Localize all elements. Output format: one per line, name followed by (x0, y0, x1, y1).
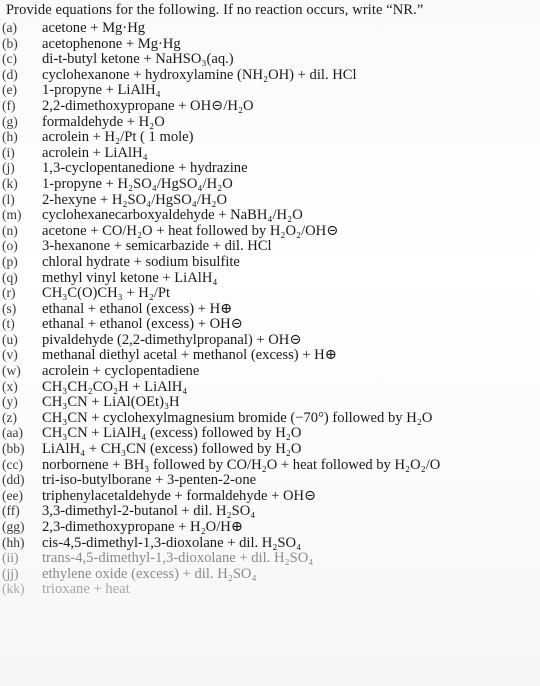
problem-label: (m) (2, 207, 22, 223)
problem-label: (h) (2, 129, 18, 145)
problem-label: (hh) (2, 534, 25, 550)
problem-label: (ee) (2, 487, 23, 503)
problem-item (2, 379, 540, 395)
problem-label: (ii) (2, 550, 19, 566)
problem-label: (l) (2, 191, 15, 207)
problem-text: trioxane + heat (42, 581, 130, 598)
problem-item (2, 176, 540, 192)
problem-text: chloral hydrate + sodium bisulfite (42, 253, 240, 270)
problem-label: (z) (2, 409, 17, 425)
problem-text: trans-4,5-dimethyl-1,3-dioxolane + dil. H₂SO₄ (42, 550, 314, 567)
problem-text: 3,3-dimethyl-2-butanol + dil. H₂SO₄ (42, 503, 256, 520)
problem-item (2, 316, 540, 332)
problem-text: formaldehyde + H₂O (42, 113, 165, 130)
problem-label: (n) (2, 222, 18, 238)
problem-item (2, 425, 540, 441)
problem-item (2, 550, 540, 566)
problem-list (2, 20, 540, 597)
problem-label: (y) (2, 394, 18, 410)
problem-text: 2,2-dimethoxypropane + OH⊝/H₂O (42, 97, 254, 114)
problem-label: (cc) (2, 456, 23, 472)
problem-item (2, 238, 540, 254)
problem-label: (q) (2, 269, 18, 285)
problem-text: acrolein + H₂/Pt ( 1 mole) (42, 129, 194, 146)
problem-text: cis-4,5-dimethyl-1,3-dioxolane + dil. H₂SO₄ (42, 534, 302, 551)
problem-label: (kk) (2, 581, 25, 597)
problem-label: (d) (2, 66, 18, 82)
problem-text: 3-hexanone + semicarbazide + dil. HCl (42, 238, 272, 255)
problem-label: (x) (2, 378, 18, 394)
problem-text: ethanal + ethanol (excess) + OH⊝ (42, 316, 243, 333)
instructions-text: Provide equations for the following. If no reaction occurs, write “NR.” (6, 2, 424, 18)
problem-text: acetone + Mg·Hg (42, 20, 146, 36)
problem-item (2, 394, 540, 410)
problem-label: (b) (2, 35, 18, 51)
problem-text: methanal diethyl acetal + methanol (excess) + H⊕ (42, 347, 337, 364)
problem-text: 1-propyne + H₂SO₄/HgSO₄/H₂O (42, 175, 233, 192)
problem-text: CH₃CN + cyclohexylmagnesium bromide (−70°) followed by H₂O (42, 409, 433, 426)
problem-item (2, 285, 540, 301)
problem-item (2, 51, 540, 67)
problem-label: (gg) (2, 519, 25, 534)
problem-text: ethanal + ethanol (excess) + H⊕ (42, 300, 233, 317)
problem-text: CH₃CN + LiAlH₄ (excess) followed by H₂O (42, 425, 302, 442)
problem-label: (bb) (2, 441, 25, 457)
problem-text: ethylene oxide (excess) + dil. H₂SO₄ (42, 565, 257, 582)
problem-label: (u) (2, 331, 18, 347)
problem-item (2, 67, 540, 83)
problem-text: 1,3-cyclopentanedione + hydrazine (42, 160, 248, 177)
problem-label: (k) (2, 175, 18, 191)
problem-label: (t) (2, 316, 15, 332)
problem-item (2, 207, 540, 223)
problem-item (2, 223, 540, 239)
problem-text: acetophenone + Mg·Hg (42, 35, 181, 52)
problem-label: (c) (2, 51, 17, 67)
problem-label: (f) (2, 97, 16, 113)
problem-item (2, 332, 540, 348)
problem-label: (o) (2, 238, 18, 254)
problem-label: (jj) (2, 565, 19, 581)
problem-label: (j) (2, 160, 15, 176)
problem-item (2, 145, 540, 161)
problem-text: cyclohexanecarboxyaldehyde + NaBH₄/H₂O (42, 207, 303, 224)
problem-text: acetone + CO/H₂O + heat followed by H₂O₂/OH⊝ (42, 222, 339, 239)
problem-text: LiAlH₄ + CH₃CN (excess) followed by H₂O (42, 441, 302, 458)
problem-label: (v) (2, 347, 18, 363)
problem-label: (g) (2, 113, 18, 129)
problem-text: norbornene + BH₃ followed by CO/H₂O + heat followed by H₂O₂/O (42, 456, 441, 473)
problem-item (2, 98, 540, 114)
problem-text: acrolein + cyclopentadiene (42, 363, 200, 380)
problem-label: (ff) (2, 503, 20, 519)
problem-label: (r) (2, 285, 16, 301)
problem-label: (e) (2, 82, 17, 98)
problem-item (2, 20, 540, 36)
problem-text: di-t-butyl ketone + NaHSO₃(aq.) (42, 51, 234, 68)
problem-item (2, 363, 540, 379)
problem-item (2, 566, 540, 582)
problem-label: (dd) (2, 472, 25, 488)
problem-label: (a) (2, 20, 17, 35)
problem-item (2, 36, 540, 52)
problem-item (2, 581, 540, 597)
problem-label: (w) (2, 363, 21, 379)
problem-text: CH₃CN + LiAl(OEt)₃H (42, 394, 180, 411)
problem-item (2, 192, 540, 208)
problem-item (2, 82, 540, 98)
problem-item (2, 519, 540, 535)
problem-text: CH₃C(O)CH₃ + H₂/Pt (42, 285, 171, 302)
problem-text: methyl vinyl ketone + LiAlH₄ (42, 269, 218, 286)
problem-text: 2-hexyne + H₂SO₄/HgSO₄/H₂O (42, 191, 228, 208)
problem-label: (i) (2, 144, 15, 160)
problem-item (2, 254, 540, 270)
problem-item (2, 114, 540, 130)
problem-item (2, 535, 540, 551)
problem-label: (p) (2, 253, 18, 269)
problem-text: 2,3-dimethoxypropane + H₂O/H⊕ (42, 519, 244, 535)
problem-item (2, 301, 540, 317)
problem-text: cyclohexanone + hydroxylamine (NH₂OH) + dil. HCl (42, 66, 357, 83)
problem-item (2, 129, 540, 145)
problem-item (2, 160, 540, 176)
problem-text: pivaldehyde (2,2-dimethylpropanal) + OH⊝ (42, 331, 302, 348)
problem-item (2, 410, 540, 426)
problem-item (2, 503, 540, 519)
problem-text: acrolein + LiAlH₄ (42, 144, 148, 161)
problem-item (2, 347, 540, 363)
problem-label: (s) (2, 300, 17, 316)
problem-item (2, 457, 540, 473)
problem-text: tri-iso-butylborane + 3-penten-2-one (42, 472, 257, 489)
problem-item (2, 270, 540, 286)
problem-item (2, 441, 540, 457)
problem-text: triphenylacetaldehyde + formaldehyde + OH⊝ (42, 487, 317, 504)
problem-text: 1-propyne + LiAlH₄ (42, 82, 161, 99)
problem-text: CH₃CH₂CO₂H + LiAlH₄ (42, 378, 188, 395)
problem-item (2, 472, 540, 488)
problem-item (2, 488, 540, 504)
problem-label: (aa) (2, 425, 23, 441)
